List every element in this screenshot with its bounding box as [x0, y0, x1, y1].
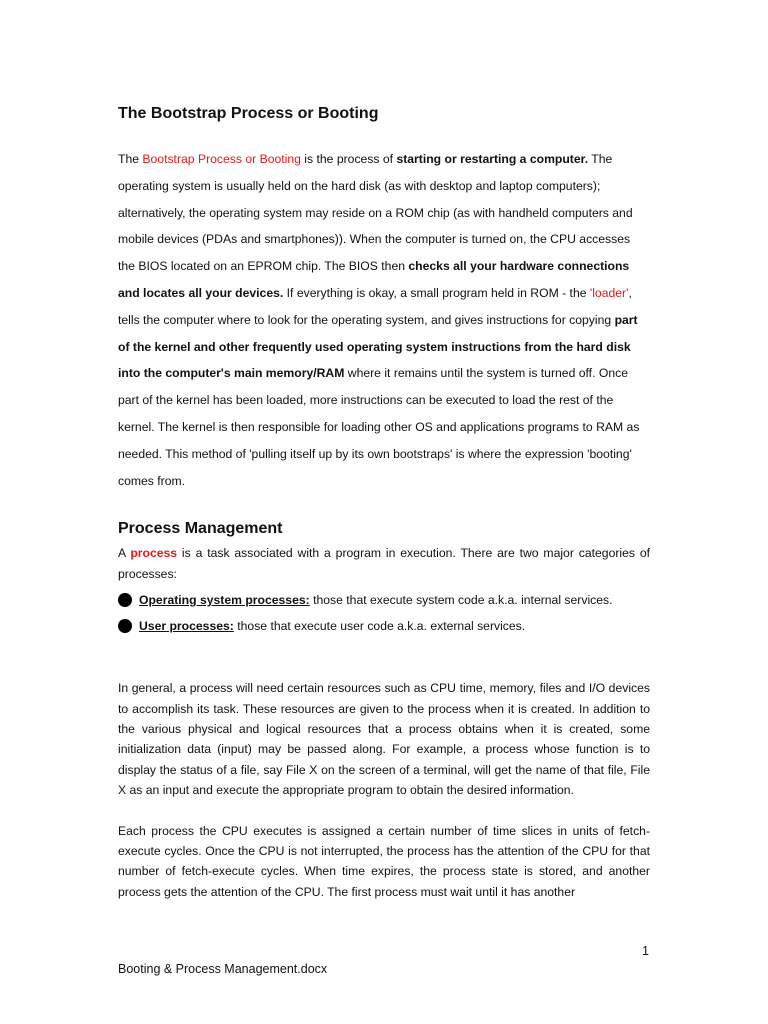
- bullet-dot-icon: [118, 593, 132, 607]
- term-bootstrap: Bootstrap Process or Booting: [142, 152, 301, 166]
- footer-filename: Booting & Process Management.docx: [118, 962, 328, 976]
- resources-paragraph: In general, a process will need certain resources such as CPU time, memory, files and I/O devices to accomplish its task. These resources are given to the process when it is created. In addition to the various physical and logical resources that a process obtains when it is created, some initialization data (input) may be passed along. For example, a process whose function is to display the status of a file, say File X on the screen of a terminal, will get the name of that file, File X as an input and execute the appropriate program to obtain the desired information.: [118, 681, 650, 798]
- section-title-process-management: Process Management: [118, 520, 283, 538]
- time-slices-paragraph: Each process the CPU executes is assigned a certain number of time slices in units of fetch-execute cycles. Once the CPU is not interrupted, the process has the attention of the CPU for that number of fetch-execute cycles. When time expires, the process state is stored, and another process gets the attention of the CPU. The first process must wait until it has another: [118, 823, 650, 899]
- term-loader: 'loader': [589, 285, 629, 300]
- term-process: process: [130, 546, 178, 561]
- document-body: [118, 104, 650, 902]
- bullet-item: User processes: those that execute user code a.k.a. external services.: [118, 616, 650, 636]
- process-intro: A process is a task associated with a program in execution. There are two major categories of processes:: [118, 546, 650, 581]
- bullet-item: Operating system processes: those that execute system code a.k.a. internal services.: [118, 590, 650, 610]
- page-number: 1: [642, 944, 649, 958]
- bullet-dot-icon: [118, 619, 132, 633]
- section-title-bootstrap: The Bootstrap Process or Booting: [118, 105, 379, 122]
- bootstrap-paragraph: The Bootstrap Process or Booting is the process of starting or restarting a computer. The operating system is usually held on the hard disk (as with desktop and laptop computers); alternatively, the operating system may reside on a ROM chip (as with handheld computers and mobile devices (PDAs and smartphones)). When the computer is turned on, the CPU accesses the BIOS located on an EPROM chip. The BIOS then checks all your hardware connections and locates all your devices. If everything is okay, a small program held in ROM - the 'loader', tells the computer where to look for the operating system, and gives instructions for copying part of the kernel and other frequently used operating system instructions from the hard disk into the computer's main memory/RAM where it remains until the system is turned off. Once part of the kernel has been loaded, more instructions can be executed to load the rest of the kernel. The kernel is then responsible for loading other OS and applications programs to RAM as needed. This method of 'pulling itself up by its own bootstraps' is where the expression 'booting' comes from.: [118, 152, 640, 488]
